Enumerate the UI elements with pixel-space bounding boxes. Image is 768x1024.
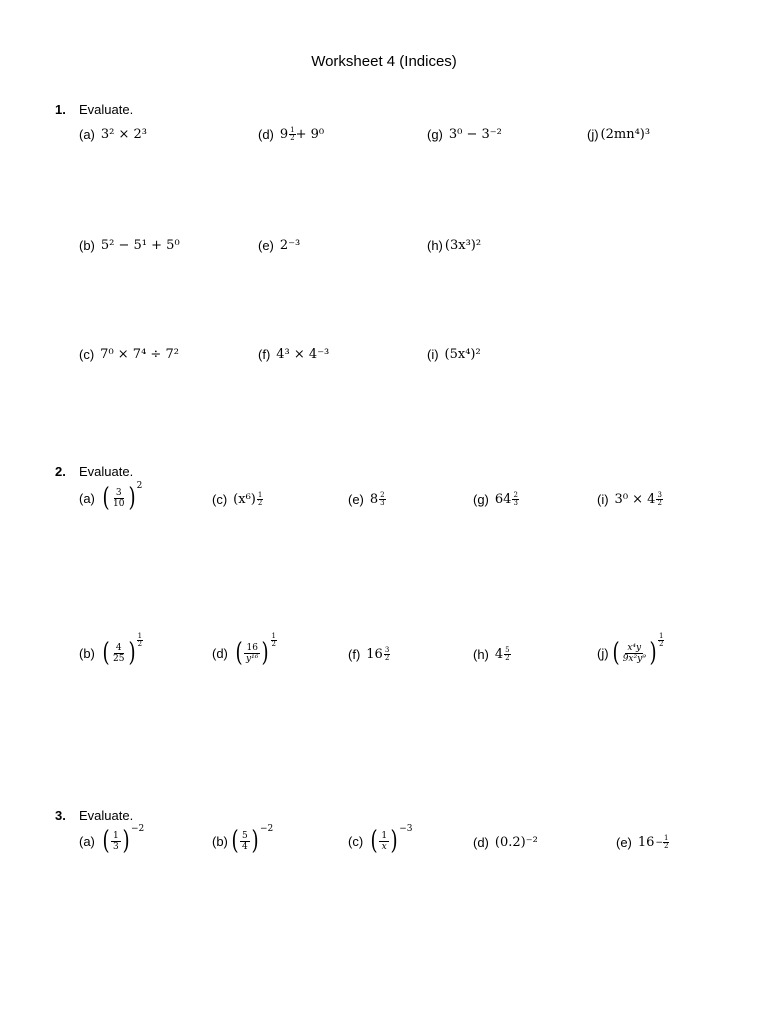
fraction-exponent <box>384 647 390 662</box>
left-paren: ( <box>370 826 378 856</box>
item-label: (d) <box>258 127 274 142</box>
denominator: x <box>381 841 387 852</box>
q2-item-a <box>79 481 143 513</box>
base: 8 <box>369 492 379 507</box>
item-label: (e) <box>616 835 632 850</box>
numerator: 1 <box>381 830 388 841</box>
q1-item-g <box>427 127 502 142</box>
expression <box>369 824 413 856</box>
q2-item-d <box>212 632 277 668</box>
exponent: −2 <box>259 824 274 834</box>
question-3-number: 3. <box>55 808 66 823</box>
denominator: y¹⁶ <box>246 653 259 664</box>
item-label: (d) <box>473 835 489 850</box>
item-label: (e) <box>348 492 364 507</box>
item-label: (c) <box>79 347 95 362</box>
exponent-numerator: 5 <box>505 646 510 654</box>
expression: (0.2)⁻² <box>494 835 538 850</box>
item-label: (e) <box>258 238 274 253</box>
exponent-denominator: 2 <box>658 640 664 648</box>
q1-item-f <box>258 347 329 362</box>
left-paren: ( <box>102 826 110 856</box>
expression <box>101 824 145 856</box>
expression: 3⁰ − 3⁻² <box>448 127 502 142</box>
exponent-denominator: 2 <box>384 654 390 662</box>
q1-item-i <box>427 347 481 362</box>
q1-item-b <box>79 238 180 253</box>
base: 9 <box>279 127 289 142</box>
exponent-numerator: 3 <box>657 491 662 499</box>
expression <box>233 492 263 507</box>
fraction-exponent <box>379 492 385 507</box>
fraction <box>621 643 648 664</box>
right-paren: ) <box>390 826 398 856</box>
base: 4 <box>494 647 504 662</box>
q2-item-e <box>348 492 386 507</box>
exponent-numerator: 3 <box>384 646 390 654</box>
left-paren: ( <box>102 483 110 513</box>
fraction-exponent <box>257 492 263 507</box>
expression <box>366 647 390 662</box>
fraction <box>379 831 389 852</box>
item-label: (f) <box>258 347 271 362</box>
item-label: (b) <box>212 833 228 849</box>
item-label: (b) <box>79 645 95 661</box>
exponent-denominator: 2 <box>505 654 510 662</box>
expression: 7⁰ × 7⁴ ÷ 7² <box>100 347 179 362</box>
exponent-denominator: 2 <box>271 640 276 648</box>
expression <box>638 835 670 850</box>
fraction <box>240 831 250 852</box>
q2-item-c <box>212 492 263 507</box>
q1-item-d <box>258 127 324 142</box>
fraction <box>244 643 260 664</box>
denominator: 9x²y⁹ <box>622 653 646 664</box>
item-label: (a) <box>79 127 95 142</box>
expression <box>370 492 386 507</box>
question-2-number: 2. <box>55 464 66 479</box>
q3-item-c <box>348 824 413 856</box>
item-label: (j) <box>587 127 599 142</box>
exponent-numerator: 2 <box>513 491 518 499</box>
expression <box>234 632 277 668</box>
fraction-exponent <box>271 633 277 648</box>
numerator: 4 <box>115 642 122 653</box>
expression: 4³ × 4⁻³ <box>276 347 330 362</box>
exponent-numerator: 1 <box>290 126 295 134</box>
exponent-denominator: 2 <box>290 134 295 142</box>
item-label: (i) <box>597 492 609 507</box>
expression <box>101 481 143 513</box>
question-2-instruction: Evaluate. <box>79 464 134 479</box>
q2-item-i <box>597 492 663 507</box>
exponent-denominator: 3 <box>380 499 385 507</box>
item-label: (g) <box>473 492 489 507</box>
exponent-numerator: 1 <box>271 632 276 640</box>
item-label: (d) <box>212 645 228 661</box>
exponent-numerator: 1 <box>137 632 143 640</box>
item-label: (h) <box>473 647 489 662</box>
exponent-denominator: 2 <box>657 499 662 507</box>
denominator: 3 <box>113 841 119 852</box>
item-label: (i) <box>427 347 439 362</box>
right-paren: ) <box>128 483 136 513</box>
numerator: 3 <box>115 487 122 498</box>
expression-rest: + 9⁰ <box>295 127 325 142</box>
denominator: 4 <box>242 841 248 852</box>
fraction-exponent <box>663 835 669 850</box>
expression: 3² × 2³ <box>100 127 148 142</box>
exponent: −3 <box>399 824 413 834</box>
right-paren: ) <box>251 826 259 856</box>
q1-item-j <box>587 127 650 142</box>
q1-item-h <box>427 238 481 253</box>
expression <box>495 647 511 662</box>
numerator: x⁴y <box>627 642 642 653</box>
expression <box>495 492 519 507</box>
numerator: 1 <box>113 830 119 841</box>
fraction-exponent <box>137 633 143 648</box>
right-paren: ) <box>261 638 269 668</box>
left-paren: ( <box>231 826 239 856</box>
exponent-numerator: 1 <box>663 834 669 842</box>
fraction-exponent <box>512 492 518 507</box>
expression: (2mn⁴)³ <box>600 127 651 142</box>
numerator: 5 <box>242 830 248 841</box>
expression <box>615 492 663 507</box>
exponent: −2 <box>130 824 145 834</box>
item-label: (c) <box>348 833 364 849</box>
item-label: (a) <box>79 490 95 506</box>
expression: 2⁻³ <box>279 238 301 253</box>
q2-item-b <box>79 632 143 668</box>
expression <box>280 127 324 142</box>
question-3-instruction: Evaluate. <box>79 808 134 823</box>
numerator: 16 <box>246 642 258 653</box>
left-paren: ( <box>235 638 243 668</box>
item-label: (f) <box>348 647 361 662</box>
base: 16 <box>637 835 655 850</box>
base: 64 <box>494 492 512 507</box>
q1-item-e <box>258 238 300 253</box>
item-label: (h) <box>427 238 443 253</box>
q3-item-d <box>473 835 538 850</box>
q2-item-h <box>473 647 511 662</box>
exponent-numerator: 1 <box>658 632 664 640</box>
q1-item-c <box>79 347 179 362</box>
exponent-numerator: 2 <box>380 491 385 499</box>
fraction-exponent <box>658 633 664 648</box>
item-label: (c) <box>212 492 228 507</box>
q2-item-f <box>348 647 390 662</box>
q3-item-e <box>616 835 669 850</box>
worksheet-title: Worksheet 4 (Indices) <box>311 53 457 70</box>
exponent-denominator: 3 <box>513 499 518 507</box>
q1-item-a <box>79 127 147 142</box>
exponent-denominator: 2 <box>137 640 143 648</box>
q3-item-b <box>212 824 274 856</box>
item-label: (g) <box>427 127 443 142</box>
exponent-denominator: 2 <box>663 842 669 850</box>
exponent-sign: − <box>655 837 663 848</box>
right-paren: ) <box>649 638 657 668</box>
prefix: 3⁰ × 4 <box>614 492 656 507</box>
left-paren: ( <box>102 638 110 668</box>
expression: 5² − 5¹ + 5⁰ <box>100 238 180 253</box>
q3-item-a <box>79 824 145 856</box>
expression: (3x³)² <box>444 238 482 253</box>
item-label: (a) <box>79 833 95 849</box>
left-paren: ( <box>612 638 620 668</box>
fraction <box>111 488 126 509</box>
base: 16 <box>366 647 383 662</box>
fraction-exponent <box>504 647 510 662</box>
right-paren: ) <box>122 826 130 856</box>
expression <box>230 824 274 856</box>
base: (x⁶) <box>233 492 256 507</box>
right-paren: ) <box>128 638 136 668</box>
expression <box>101 632 143 668</box>
item-label: (j) <box>597 645 609 661</box>
exponent: 2 <box>136 481 143 491</box>
fraction <box>111 831 121 852</box>
denominator: 10 <box>113 498 125 509</box>
fraction-exponent <box>656 492 662 507</box>
question-1-instruction: Evaluate. <box>79 102 134 117</box>
fraction <box>111 643 126 664</box>
q2-item-j <box>597 632 664 668</box>
question-1-number: 1. <box>55 102 66 117</box>
exponent-denominator: 2 <box>257 499 263 507</box>
q2-item-g <box>473 492 519 507</box>
exponent-numerator: 1 <box>257 491 263 499</box>
expression <box>611 632 665 668</box>
expression: (5x⁴)² <box>444 347 481 362</box>
item-label: (b) <box>79 238 95 253</box>
denominator: 25 <box>113 653 125 664</box>
